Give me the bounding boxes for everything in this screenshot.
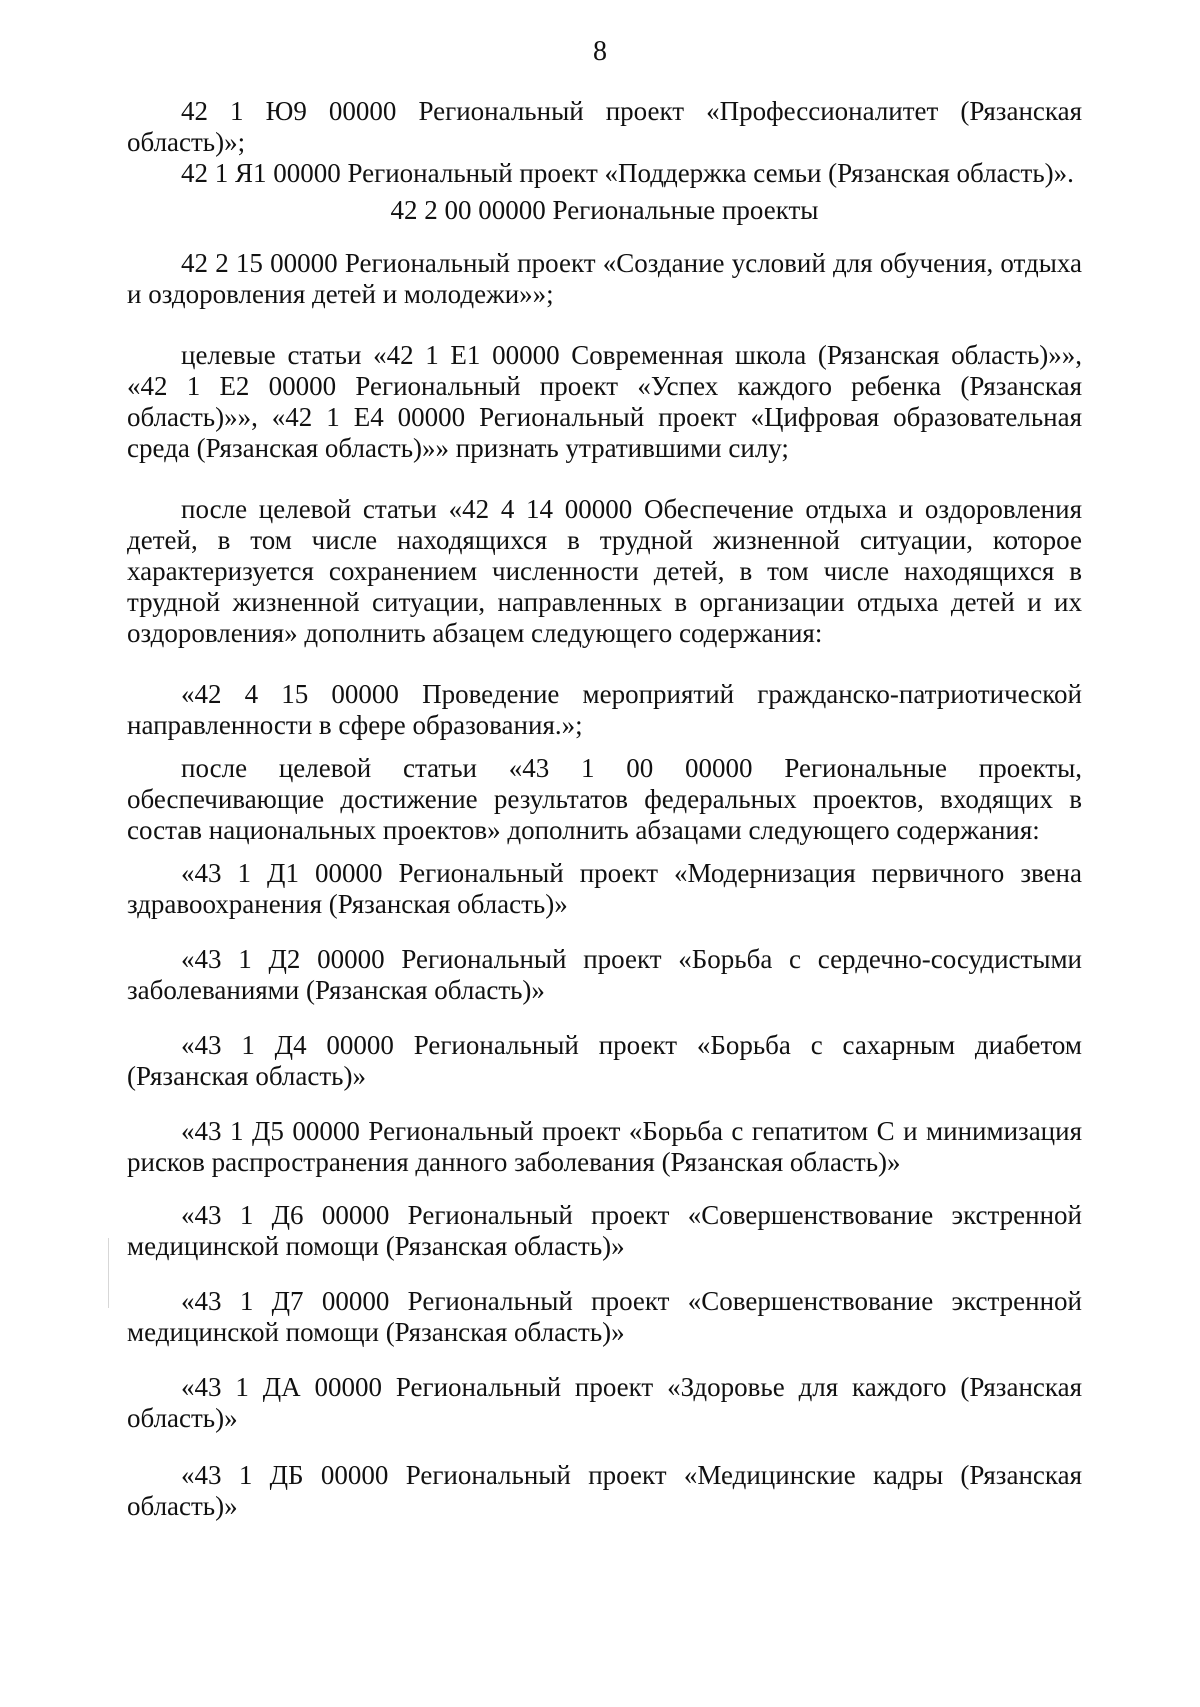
paragraph-target-article-43-1-d5: «43 1 Д5 00000 Региональный проект «Борьба с гепатитом С и минимизация рисков распространения данного заболевания (Рязанская область)»: [127, 1116, 1082, 1177]
paragraph-target-article-43-1-db: «43 1 ДБ 00000 Региональный проект «Медицинские кадры (Рязанская область)»: [127, 1460, 1082, 1521]
paragraph-target-article-42-1-ya1: 42 1 Я1 00000 Региональный проект «Поддержка семьи (Рязанская область)».: [181, 158, 1074, 188]
paragraph-target-article-43-1-d7: «43 1 Д7 00000 Региональный проект «Совершенствование экстренной медицинской помощи (Рязанская область)»: [127, 1286, 1082, 1347]
paragraph-after-article-42-4-14: после целевой статьи «42 4 14 00000 Обеспечение отдыха и оздоровления детей, в том числе находящихся в трудной жизненной ситуации, которое характеризуется сохранением численности детей, в том числе находящихся в трудной жизненной ситуации, направленных в организации отдыха детей и их оздоровления» дополнить абзацем следующего содержания:: [127, 494, 1082, 648]
paragraph-target-article-43-1-d1: «43 1 Д1 00000 Региональный проект «Модернизация первичного звена здравоохранения (Рязанская область)»: [127, 858, 1082, 919]
paragraph-target-article-42-4-15: «42 4 15 00000 Проведение мероприятий гражданско-патриотической направленности в сфере образования.»;: [127, 679, 1082, 740]
paragraph-target-article-43-1-d2: «43 1 Д2 00000 Региональный проект «Борьба с сердечно-сосудистыми заболеваниями (Рязанская область)»: [127, 944, 1082, 1005]
scan-margin-mark: [108, 1238, 109, 1308]
paragraph-target-article-42-2-15: 42 2 15 00000 Региональный проект «Создание условий для обучения, отдыха и оздоровления детей и молодежи»»;: [127, 248, 1082, 309]
paragraph-target-article-43-1-da: «43 1 ДА 00000 Региональный проект «Здоровье для каждого (Рязанская область)»: [127, 1372, 1082, 1433]
document-body: [127, 96, 1082, 1522]
section-heading-regional-projects: 42 2 00 00000 Региональные проекты: [390, 195, 819, 225]
paragraph-target-article-43-1-d4: «43 1 Д4 00000 Региональный проект «Борьба с сахарным диабетом (Рязанская область)»: [127, 1030, 1082, 1091]
page-number: 8: [593, 36, 607, 67]
paragraph-target-article-43-1-d6: «43 1 Д6 00000 Региональный проект «Совершенствование экстренной медицинской помощи (Рязанская область)»: [127, 1200, 1082, 1261]
paragraph-after-article-43-1-00: после целевой статьи «43 1 00 00000 Региональные проекты, обеспечивающие достижение результатов федеральных проектов, входящих в состав национальных проектов» дополнить абзацами следующего содержания:: [127, 753, 1082, 845]
paragraph-repealed-articles: целевые статьи «42 1 Е1 00000 Современная школа (Рязанская область)»», «42 1 Е2 00000 Региональный проект «Успех каждого ребенка (Рязанская область)»», «42 1 Е4 00000 Региональный проект «Цифровая образовательная среда (Рязанская область)»» признать утратившими силу;: [127, 340, 1082, 463]
paragraph-target-article-42-1-yu9: 42 1 Ю9 00000 Региональный проект «Профессионалитет (Рязанская область)»;: [127, 96, 1082, 157]
